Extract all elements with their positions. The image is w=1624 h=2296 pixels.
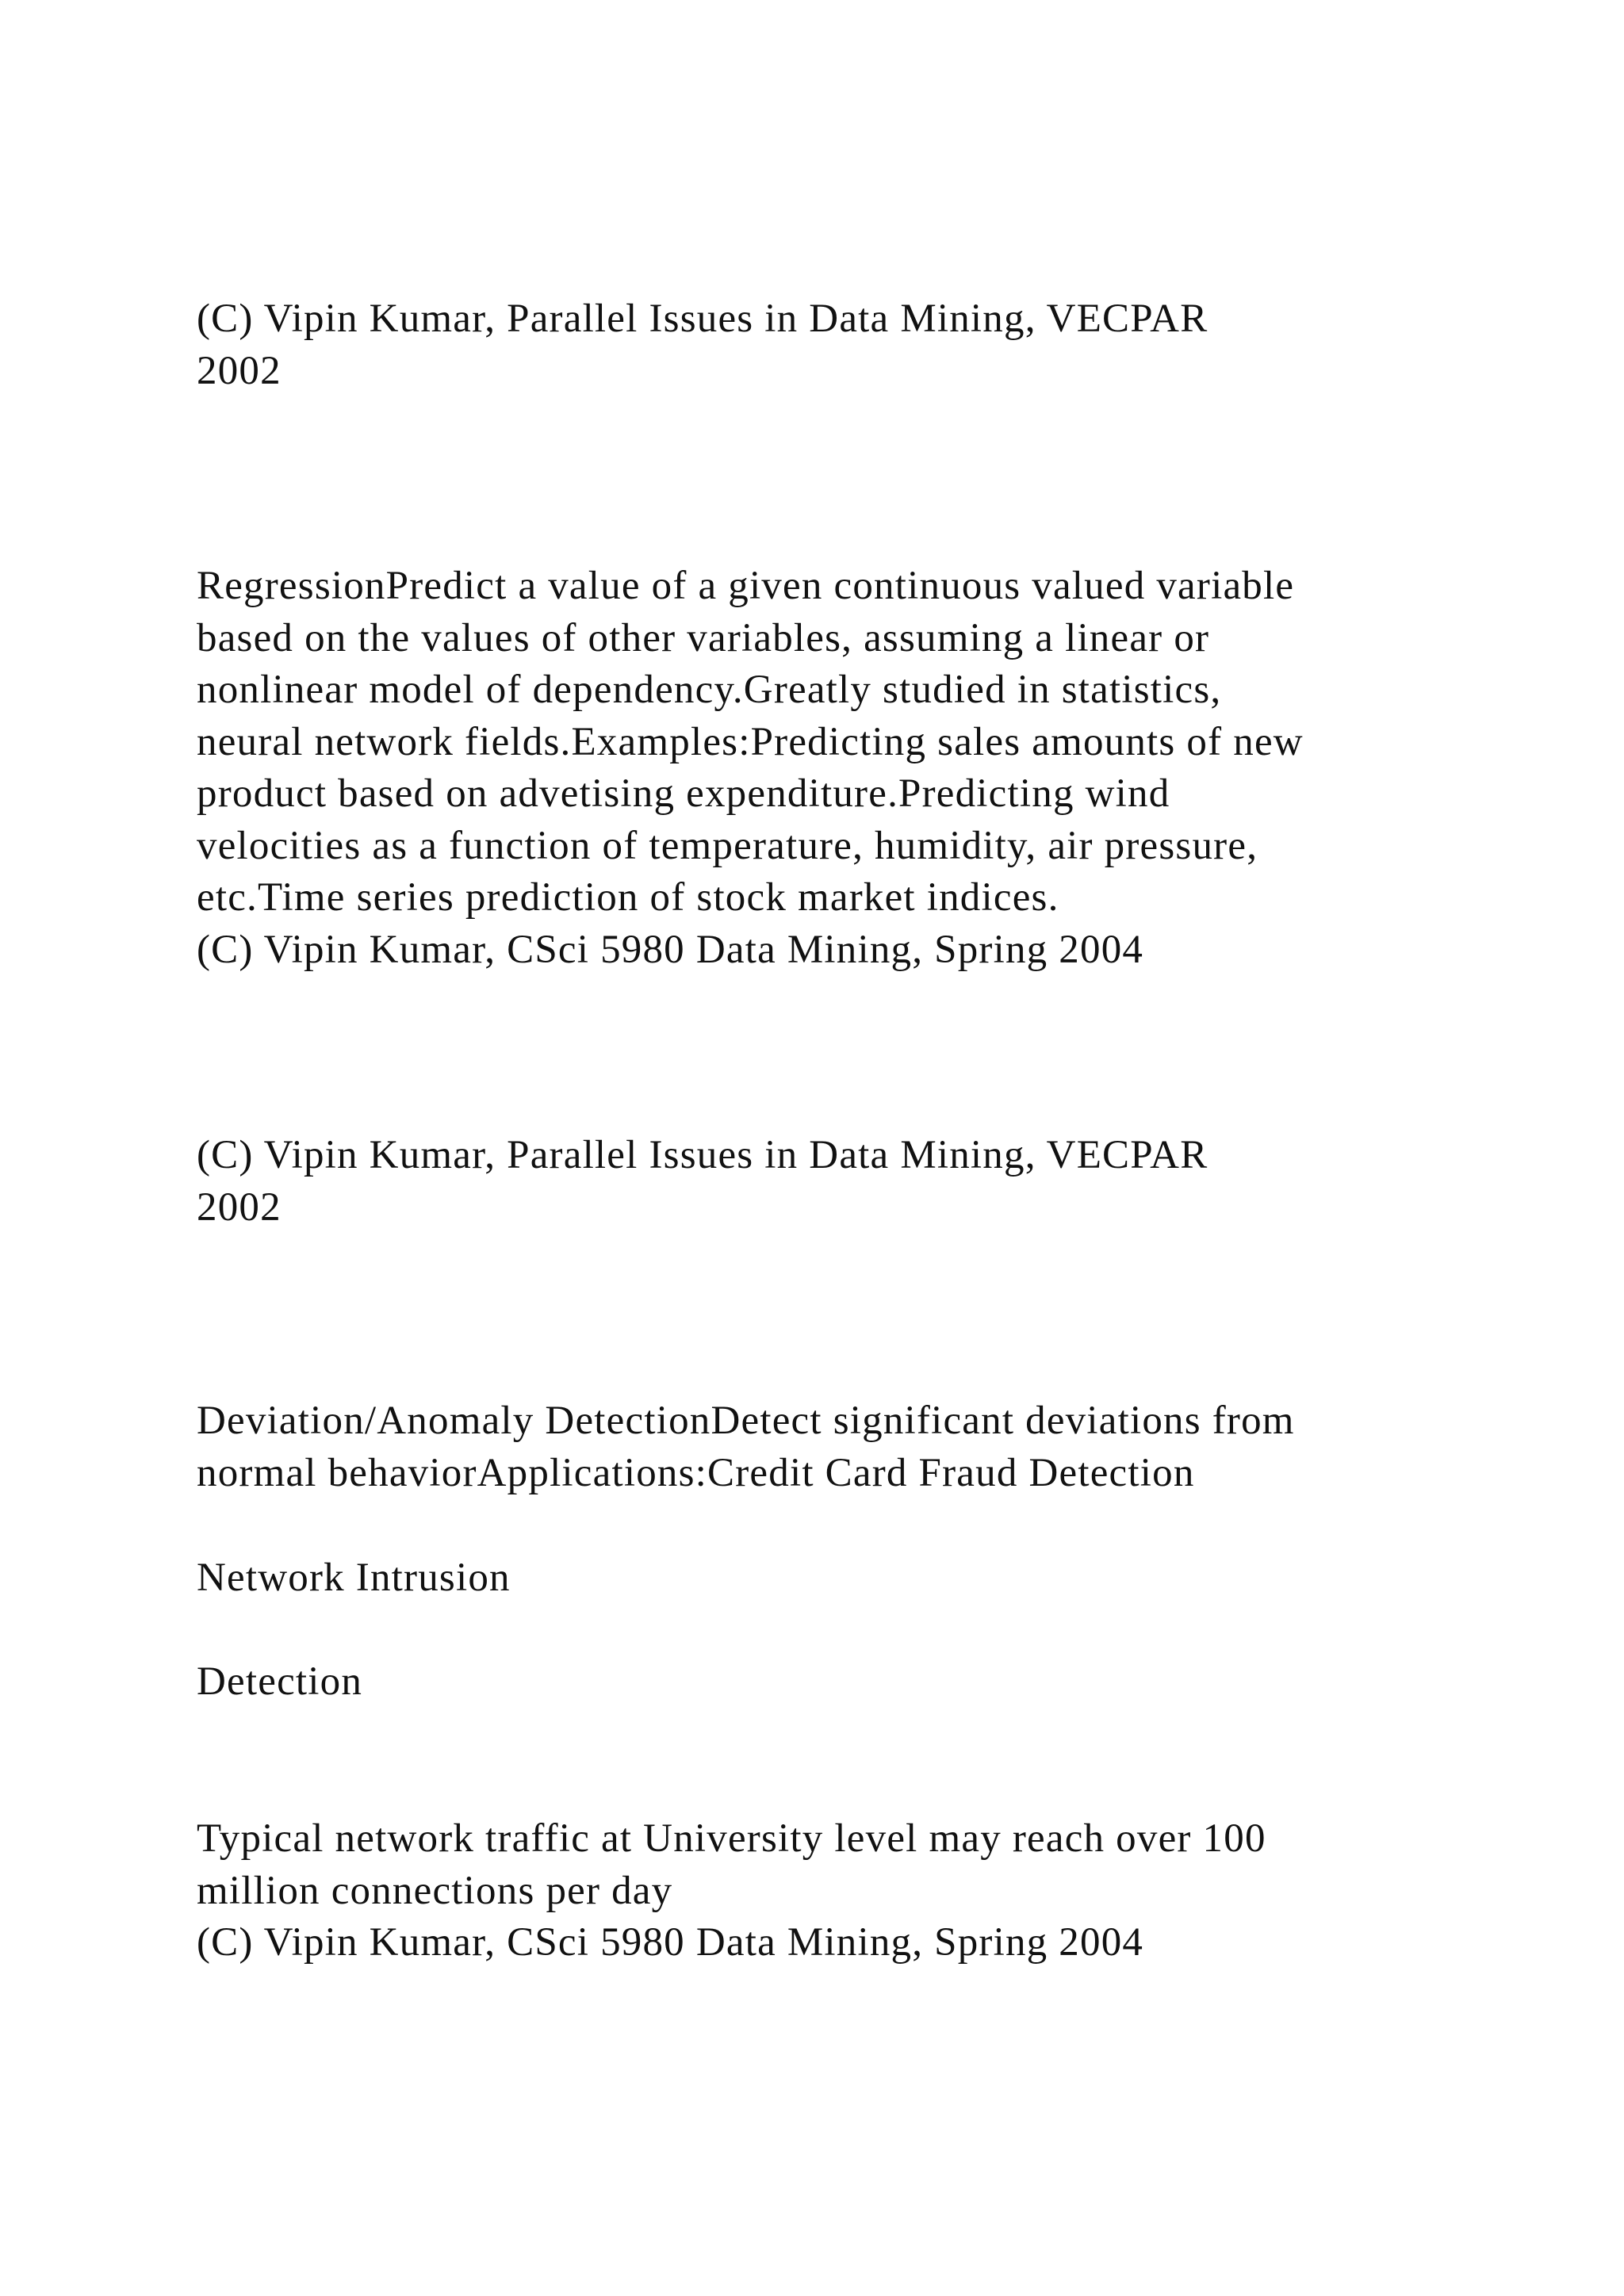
citation-block-1 bbox=[197, 293, 1561, 397]
text-line: RegressionPredict a value of a given continuous valued variable bbox=[197, 564, 1295, 608]
text-line: million connections per day bbox=[197, 1868, 673, 1913]
deviation-paragraph bbox=[197, 1395, 1561, 1499]
text-line: (C) Vipin Kumar, CSci 5980 Data Mining, Spring 2004 bbox=[197, 1920, 1144, 1965]
text-line: product based on advetising expenditure.Predicting wind bbox=[197, 771, 1170, 816]
text-line: Network Intrusion bbox=[197, 1556, 511, 1600]
regression-paragraph bbox=[197, 561, 1561, 976]
text-line: normal behaviorApplications:Credit Card Fraud Detection bbox=[197, 1450, 1195, 1495]
text-line: Typical network traffic at University level may reach over 100 bbox=[197, 1816, 1266, 1861]
text-line: Deviation/Anomaly DetectionDetect significant deviations from bbox=[197, 1399, 1295, 1443]
text-line: based on the values of other variables, assuming a linear or bbox=[197, 615, 1210, 660]
text-line: (C) Vipin Kumar, CSci 5980 Data Mining, Spring 2004 bbox=[197, 927, 1144, 972]
text-line: velocities as a function of temperature, humidity, air pressure, bbox=[197, 823, 1258, 868]
text-line: Detection bbox=[197, 1659, 363, 1704]
text-line: (C) Vipin Kumar, Parallel Issues in Data Mining, VECPAR bbox=[197, 1133, 1208, 1177]
detection-line bbox=[197, 1656, 1561, 1709]
text-line: nonlinear model of dependency.Greatly studied in statistics, bbox=[197, 668, 1222, 712]
network-intrusion-line bbox=[197, 1552, 1561, 1605]
text-line: etc.Time series prediction of stock market indices. bbox=[197, 875, 1059, 920]
text-line: 2002 bbox=[197, 1184, 282, 1230]
text-line: (C) Vipin Kumar, Parallel Issues in Data Mining, VECPAR bbox=[197, 297, 1208, 341]
citation-block-2 bbox=[197, 1130, 1561, 1234]
traffic-paragraph bbox=[197, 1813, 1561, 1969]
text-line: neural network fields.Examples:Predicting sales amounts of new bbox=[197, 719, 1304, 764]
text-line: 2002 bbox=[197, 348, 282, 393]
